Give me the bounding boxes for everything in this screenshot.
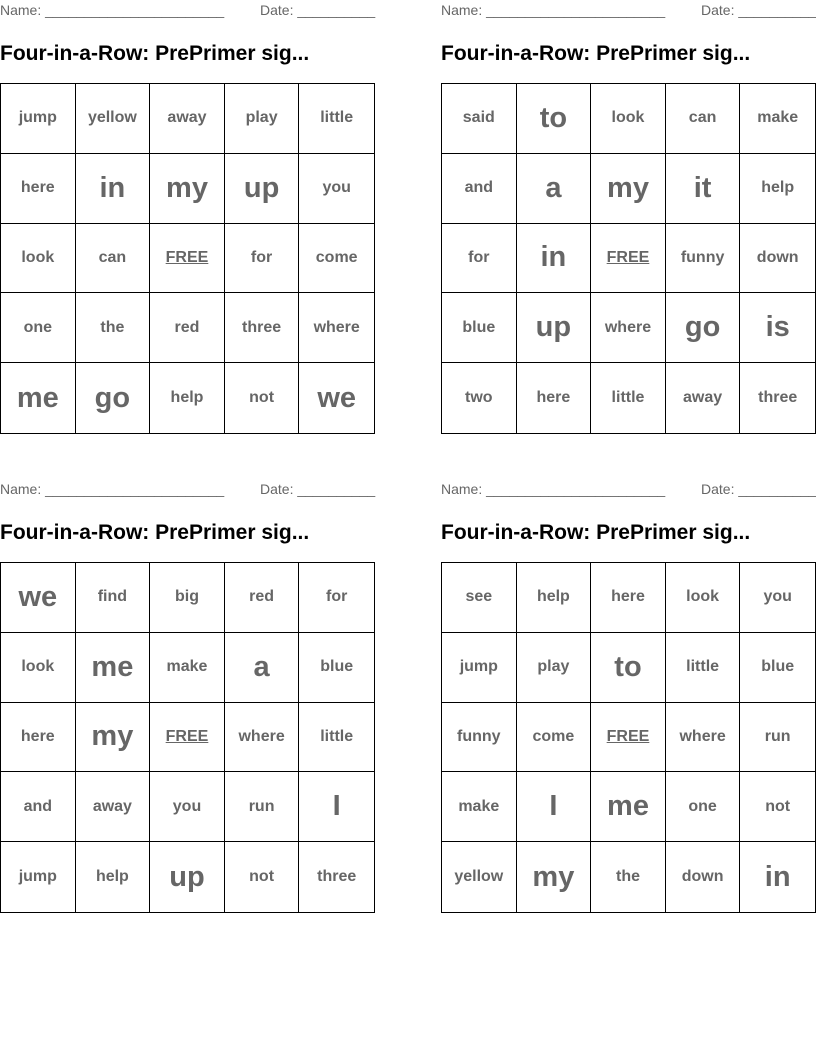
- word-cell: look: [1, 633, 76, 703]
- word-cell: is: [740, 293, 815, 363]
- free-space-cell: FREE: [150, 224, 225, 294]
- word-cell: help: [76, 842, 151, 912]
- word-cell: blue: [299, 633, 374, 703]
- word-cell: me: [591, 772, 666, 842]
- word-cell: little: [591, 363, 666, 433]
- word-cell: we: [1, 563, 76, 633]
- word-cell: help: [150, 363, 225, 433]
- word-cell: up: [517, 293, 592, 363]
- word-cell: for: [442, 224, 517, 294]
- bingo-grid: [0, 83, 375, 434]
- bingo-card-4: [441, 479, 816, 893]
- word-cell: jump: [1, 842, 76, 912]
- word-cell: little: [299, 703, 374, 773]
- word-cell: to: [517, 84, 592, 154]
- name-field-label: Name: _______________________: [441, 2, 666, 18]
- word-cell: my: [150, 154, 225, 224]
- bingo-grid: [441, 83, 816, 434]
- bingo-card-3: [0, 479, 376, 893]
- word-cell: come: [299, 224, 374, 294]
- word-cell: help: [517, 563, 592, 633]
- word-cell: make: [150, 633, 225, 703]
- word-cell: jump: [1, 84, 76, 154]
- word-cell: make: [740, 84, 815, 154]
- word-cell: run: [225, 772, 300, 842]
- word-cell: said: [442, 84, 517, 154]
- word-cell: a: [517, 154, 592, 224]
- word-cell: can: [76, 224, 151, 294]
- word-cell: run: [740, 703, 815, 773]
- word-cell: funny: [442, 703, 517, 773]
- word-cell: away: [666, 363, 741, 433]
- word-cell: look: [1, 224, 76, 294]
- word-cell: where: [299, 293, 374, 363]
- word-cell: find: [76, 563, 151, 633]
- word-cell: big: [150, 563, 225, 633]
- card-header: [441, 0, 816, 22]
- word-cell: where: [591, 293, 666, 363]
- free-space-cell: FREE: [150, 703, 225, 773]
- word-cell: little: [299, 84, 374, 154]
- date-field-label: Date: __________: [260, 481, 376, 497]
- word-cell: my: [517, 842, 592, 912]
- word-cell: three: [758, 389, 798, 407]
- word-cell: here: [591, 563, 666, 633]
- free-space-cell: FREE: [591, 224, 666, 294]
- word-cell: blue: [740, 633, 815, 703]
- word-cell: it: [666, 154, 741, 224]
- word-cell: for: [225, 224, 300, 294]
- word-cell: see: [442, 563, 517, 633]
- word-cell: here: [1, 154, 76, 224]
- date-field-label: Date: __________: [260, 2, 376, 18]
- bingo-card-2: [441, 0, 816, 407]
- word-cell: away: [150, 84, 225, 154]
- word-cell: in: [764, 860, 791, 893]
- word-cell: not: [740, 772, 815, 842]
- card-header: [0, 479, 375, 501]
- word-cell: funny: [666, 224, 741, 294]
- word-cell: you: [299, 154, 374, 224]
- word-cell: here: [517, 363, 592, 433]
- word-cell: we: [317, 381, 357, 414]
- word-cell: yellow: [76, 84, 151, 154]
- word-cell: down: [666, 842, 741, 912]
- bingo-grid: [0, 562, 375, 913]
- word-cell: jump: [442, 633, 517, 703]
- word-cell: away: [76, 772, 151, 842]
- bingo-card-1: [0, 0, 376, 414]
- word-cell: you: [740, 563, 815, 633]
- bingo-grid: [441, 562, 816, 913]
- word-cell: for: [299, 563, 374, 633]
- word-cell: where: [225, 703, 300, 773]
- free-space-cell: FREE: [591, 703, 666, 773]
- card-title: Four-in-a-Row: PrePrimer sig...: [441, 42, 751, 65]
- word-cell: make: [442, 772, 517, 842]
- card-header: [0, 0, 375, 22]
- word-cell: one: [1, 293, 76, 363]
- date-field-label: Date: __________: [701, 2, 816, 18]
- word-cell: help: [740, 154, 815, 224]
- word-cell: I: [517, 772, 592, 842]
- word-cell: my: [76, 703, 151, 773]
- name-field-label: Name: _______________________: [0, 2, 225, 18]
- word-cell: up: [225, 154, 300, 224]
- word-cell: look: [666, 563, 741, 633]
- word-cell: the: [591, 842, 666, 912]
- word-cell: in: [517, 224, 592, 294]
- card-header: [441, 479, 816, 501]
- word-cell: and: [442, 154, 517, 224]
- word-cell: here: [1, 703, 76, 773]
- word-cell: the: [76, 293, 151, 363]
- word-cell: not: [225, 842, 300, 912]
- word-cell: three: [317, 868, 357, 886]
- word-cell: three: [225, 293, 300, 363]
- date-field-label: Date: __________: [701, 481, 816, 497]
- word-cell: you: [150, 772, 225, 842]
- word-cell: play: [517, 633, 592, 703]
- word-cell: go: [666, 293, 741, 363]
- word-cell: not: [225, 363, 300, 433]
- word-cell: one: [666, 772, 741, 842]
- word-cell: yellow: [442, 842, 517, 912]
- word-cell: to: [591, 633, 666, 703]
- word-cell: and: [1, 772, 76, 842]
- word-cell: two: [442, 363, 517, 433]
- word-cell: me: [76, 633, 151, 703]
- name-field-label: Name: _______________________: [0, 481, 225, 497]
- card-title: Four-in-a-Row: PrePrimer sig...: [441, 521, 751, 544]
- word-cell: can: [666, 84, 741, 154]
- word-cell: where: [666, 703, 741, 773]
- card-title: Four-in-a-Row: PrePrimer sig...: [0, 42, 310, 65]
- word-cell: in: [76, 154, 151, 224]
- word-cell: blue: [442, 293, 517, 363]
- word-cell: little: [666, 633, 741, 703]
- word-cell: go: [76, 363, 151, 433]
- word-cell: a: [225, 633, 300, 703]
- word-cell: come: [517, 703, 592, 773]
- word-cell: red: [150, 293, 225, 363]
- word-cell: I: [299, 772, 374, 842]
- word-cell: play: [225, 84, 300, 154]
- word-cell: red: [225, 563, 300, 633]
- card-title: Four-in-a-Row: PrePrimer sig...: [0, 521, 310, 544]
- word-cell: up: [150, 842, 225, 912]
- word-cell: down: [740, 224, 815, 294]
- name-field-label: Name: _______________________: [441, 481, 666, 497]
- word-cell: my: [591, 154, 666, 224]
- word-cell: look: [591, 84, 666, 154]
- word-cell: me: [1, 363, 76, 433]
